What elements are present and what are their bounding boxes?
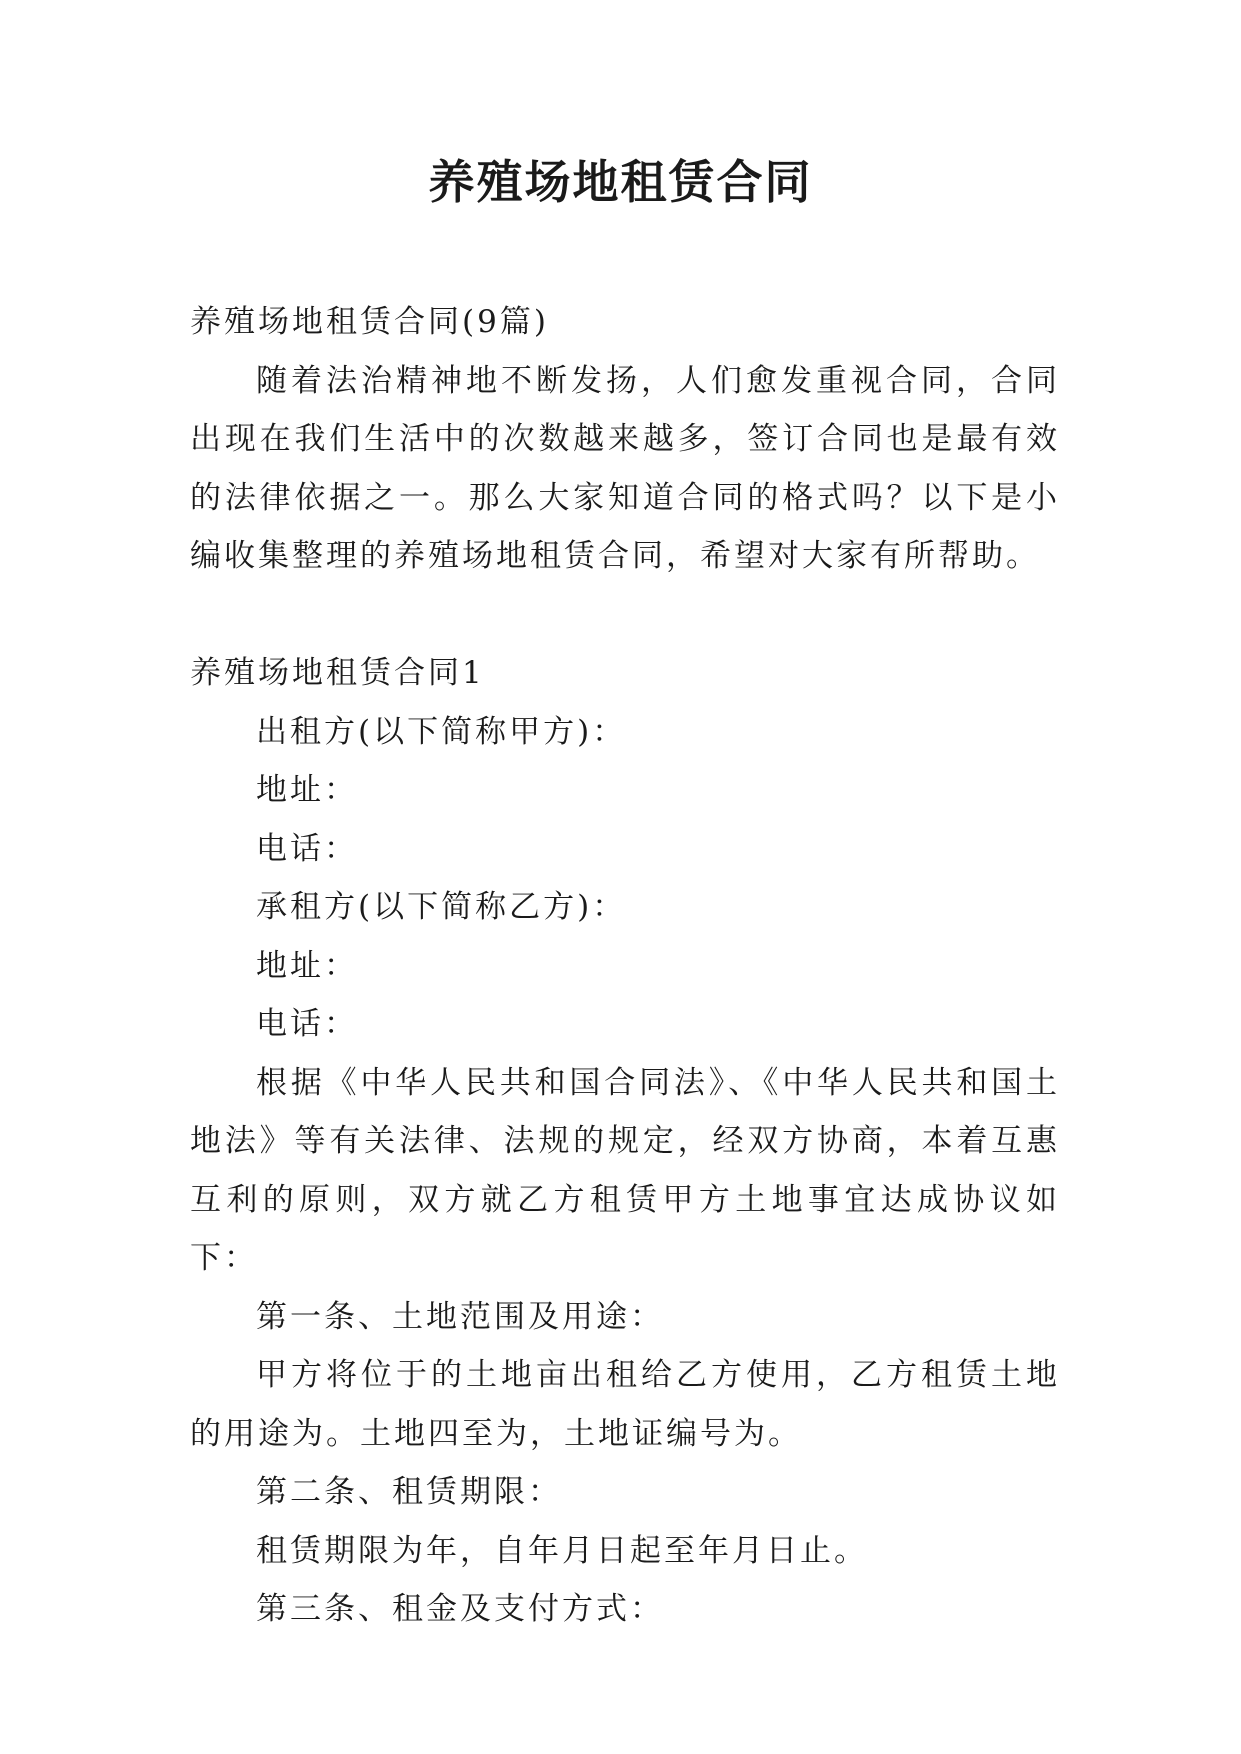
document-subtitle: 养殖场地租赁合同(9篇) bbox=[190, 304, 549, 340]
article-one-text: 甲方将位于的土地亩出租给乙方使用，乙方租赁土地的用途为。土地四至为，土地证编号为。 bbox=[190, 1357, 1060, 1452]
lessee-phone-line: 电话： bbox=[256, 1006, 358, 1042]
lessor-address-line: 地址： bbox=[256, 772, 358, 808]
document-title: 养殖场地租赁合同 bbox=[428, 155, 813, 209]
article-three-heading: 第三条、租金及支付方式： bbox=[256, 1591, 664, 1627]
intro-paragraph: 随着法治精神地不断发扬，人们愈发重视合同，合同出现在我们生活中的次数越来越多，签订合同也是最有效的法律依据之一。那么大家知道合同的格式吗？以下是小编收集整理的养殖场地租赁合同，希望对大家有所帮助。 bbox=[190, 362, 1060, 574]
document-body bbox=[190, 293, 1060, 1639]
article-two-text: 租赁期限为年，自年月日起至年月日止。 bbox=[256, 1532, 868, 1569]
lessor-phone-line: 电话： bbox=[256, 830, 358, 867]
legal-basis-paragraph: 根据《中华人民共和国合同法》、《中华人民共和国土地法》等有关法律、法规的规定，经双方协商，本着互惠互利的原则，双方就乙方租赁甲方土地事宜达成协议如下： bbox=[190, 1064, 1060, 1276]
paragraph-spacer bbox=[190, 586, 1060, 645]
lessor-line: 出租方(以下简称甲方)： bbox=[256, 713, 627, 750]
lessee-address-line: 地址： bbox=[256, 947, 358, 984]
lessee-line: 承租方(以下简称乙方)： bbox=[256, 889, 627, 925]
article-one-heading: 第一条、土地范围及用途： bbox=[256, 1298, 664, 1335]
section-heading: 养殖场地租赁合同1 bbox=[190, 655, 485, 691]
article-two-heading: 第二条、租赁期限： bbox=[256, 1474, 562, 1510]
